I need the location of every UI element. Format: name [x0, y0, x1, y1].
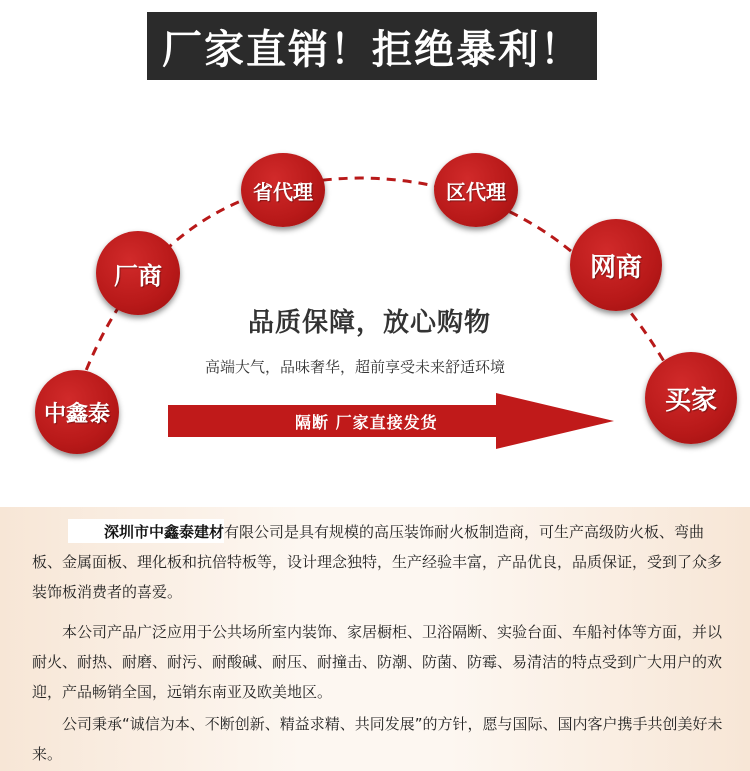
node-province-agent [241, 153, 325, 227]
description-paragraph-2: 本公司产品广泛应用于公共场所室内装饰、家居橱柜、卫浴隔断、实验台面、车船衬体等方面，并以耐火、耐热、耐磨、耐污、耐酸碱、耐压、耐撞击、防潮、防菌、防霉、易清洁的特点受到广大用户的欢迎，产品畅销全国，远销东南亚及欧美地区。 [32, 623, 723, 701]
quality-slogan: 品质保障，放心购物 [248, 308, 492, 338]
description-paragraph-1-text: 有限公司是具有规模的高压装饰耐火板制造商，可生产高级防火板、弯曲板、金属面板、理化板和抗倍特板等，设计理念独特，生产经验丰富，产品优良，品质保证，受到了众多装饰板消费者的喜爱。 [32, 523, 723, 601]
node-factory [96, 231, 180, 315]
node-brand-label: 中鑫泰 [43, 401, 110, 427]
node-brand [35, 370, 119, 454]
node-online-seller-label: 网商 [589, 252, 642, 283]
headline-text: 厂家直销！拒绝暴利！ [162, 26, 582, 73]
node-district-agent-label: 区代理 [446, 179, 506, 204]
node-district-agent [434, 153, 518, 227]
node-buyer-label: 买家 [664, 385, 717, 416]
node-online-seller [570, 219, 662, 311]
company-name: 深圳市中鑫泰建材 [104, 523, 225, 541]
description-paragraph-3: 公司秉承“诚信为本、不断创新、精益求精、共同发展”的方针，愿与国际、国内客户携手共创美好未来。 [32, 715, 723, 763]
node-province-agent-label: 省代理 [253, 179, 313, 204]
node-buyer [645, 352, 737, 444]
direct-shipping-label: 隔断 厂家直接发货 [295, 413, 438, 432]
description-paragraph-1 [32, 517, 732, 607]
node-factory-label: 厂商 [114, 261, 162, 290]
quality-subslogan: 高端大气，品味奢华，超前享受未来舒适环境 [205, 358, 506, 376]
